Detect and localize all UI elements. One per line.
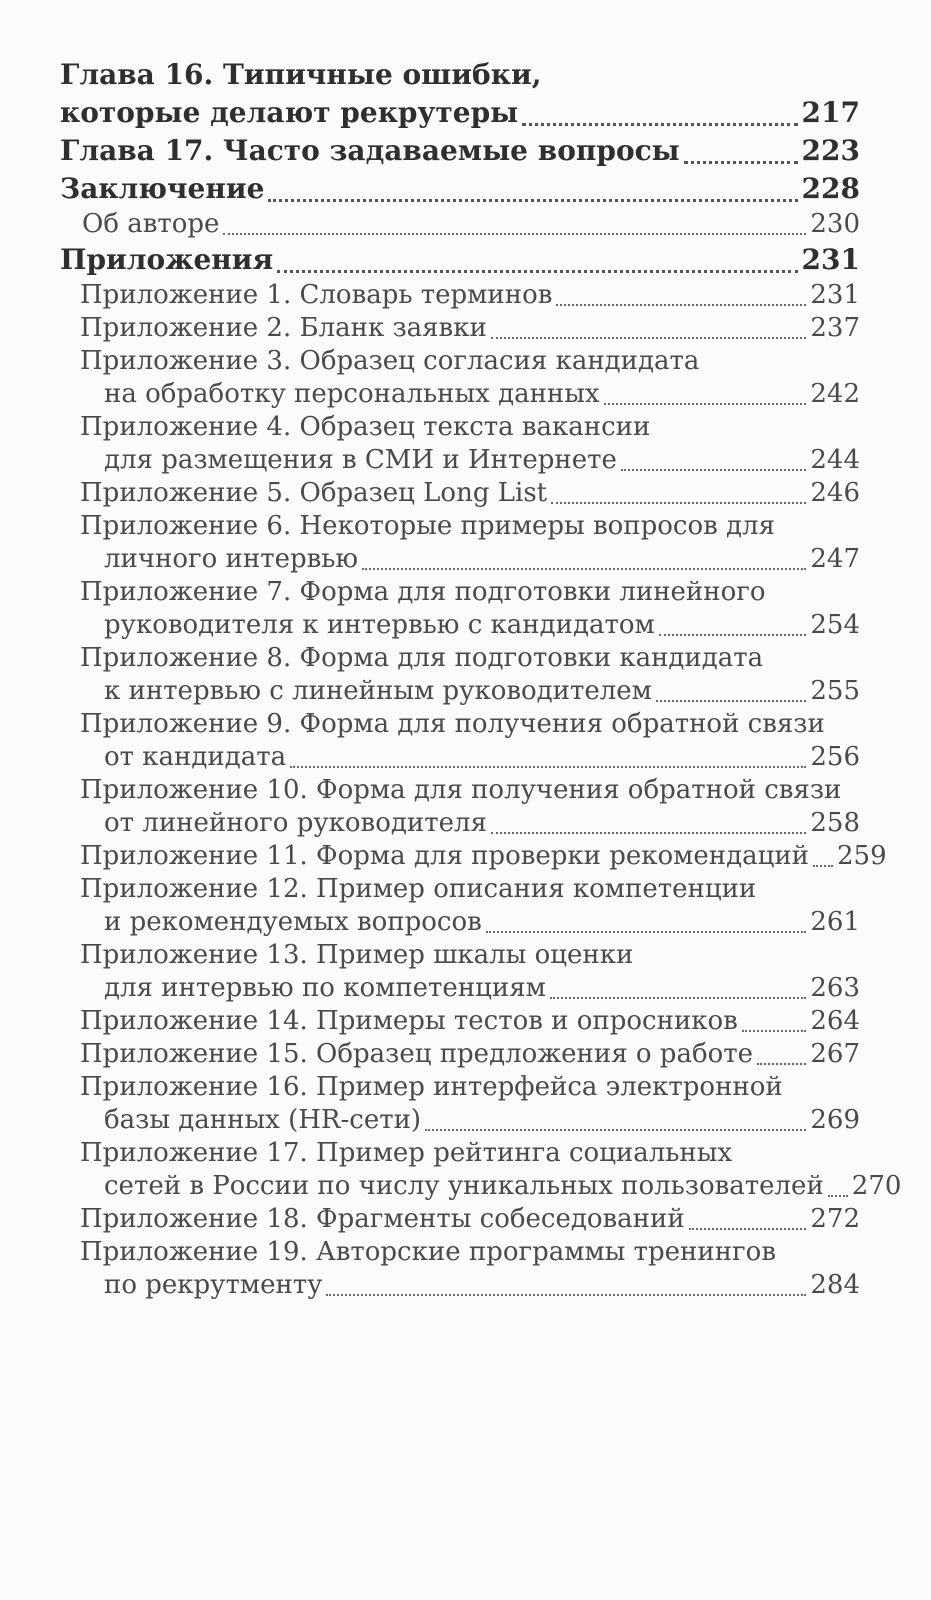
toc-entry-title-line: которые делают рекрутеры: [60, 96, 519, 129]
toc-entry-row: [80, 1170, 902, 1203]
dot-leader: [425, 1129, 806, 1131]
toc-entry: [60, 1236, 860, 1302]
toc-entry: [60, 939, 860, 1005]
toc-entry-row: [80, 477, 860, 510]
toc-entry-title-line: Приложение 16. Пример интерфейса электронной: [80, 1072, 783, 1102]
toc-page-number: 242: [810, 379, 860, 409]
toc-entry-row: [80, 1104, 860, 1137]
table-of-contents: [60, 56, 902, 1302]
dot-leader: [828, 1195, 848, 1197]
toc-entry-title-line: Приложение 1. Словарь терминов: [80, 280, 553, 310]
toc-entry-row: [80, 609, 860, 642]
toc-entry-title-line: от линейного руководителя: [104, 808, 487, 838]
dot-leader: [757, 1063, 806, 1065]
toc-entry-title-line: Приложение 12. Пример описания компетенции: [80, 874, 757, 904]
toc-entry-row: [80, 972, 860, 1005]
toc-entry-row: [80, 675, 860, 708]
toc-entry-title-line: для размещения в СМИ и Интернете: [104, 445, 617, 475]
toc-entry-row: [80, 906, 860, 939]
toc-entry-title-line: Приложение 4. Образец текста вакансии: [80, 412, 651, 442]
dot-leader: [684, 161, 798, 164]
toc-entry-title-line: Приложение 9. Форма для получения обратной связи: [80, 709, 825, 739]
toc-entry-row: [80, 807, 860, 840]
toc-page-number: 259: [837, 841, 887, 871]
toc-entry: [60, 241, 860, 279]
toc-entry-title-line: для интервью по компетенциям: [104, 973, 546, 1003]
dot-leader: [813, 865, 833, 867]
toc-entry: [60, 1038, 860, 1071]
toc-entry-title-line: Приложение 5. Образец Long List: [80, 478, 548, 508]
toc-entry-title-line: Об авторе: [82, 209, 220, 239]
toc-entry-row: [60, 132, 860, 170]
toc-entry: [60, 279, 860, 312]
toc-entry-row: [80, 312, 860, 345]
toc-entry-title-line: руководителя к интервью с кандидатом: [104, 610, 655, 640]
toc-page-number: 217: [801, 96, 860, 129]
toc-entry: [60, 576, 860, 642]
toc-page-number: 247: [810, 544, 860, 574]
toc-entry: [60, 132, 860, 170]
toc-entry-title-line: Глава 17. Часто задаваемые вопросы: [60, 134, 680, 167]
toc-page-number: 231: [801, 243, 860, 276]
toc-entry: [60, 312, 860, 345]
toc-page-number: 272: [810, 1204, 860, 1234]
dot-leader: [689, 1228, 807, 1230]
toc-entry: [60, 170, 860, 208]
dot-leader: [277, 270, 797, 273]
toc-entry-row: [80, 840, 887, 873]
toc-entry: [60, 411, 860, 477]
toc-entry: [60, 1005, 860, 1038]
toc-page-number: 261: [810, 907, 860, 937]
toc-entry-title-line: базы данных (HR-сети): [104, 1105, 422, 1135]
toc-entry-title-line: Заключение: [60, 172, 265, 205]
toc-entry-row: [80, 279, 860, 312]
toc-entry-title-line: Приложение 15. Образец предложения о работе: [80, 1039, 754, 1069]
toc-page-number: 246: [810, 478, 860, 508]
toc-entry-title-line: Приложение 8. Форма для подготовки кандидата: [80, 643, 764, 673]
toc-entry: [60, 873, 860, 939]
toc-page-number: 264: [810, 1006, 860, 1036]
toc-entry-row: [80, 543, 860, 576]
toc-entry: [60, 1137, 902, 1203]
toc-page-number: 223: [801, 134, 860, 167]
dot-leader: [604, 403, 807, 405]
toc-entry-row: [80, 1203, 860, 1236]
toc-page-number: 256: [810, 742, 860, 772]
toc-page-number: 284: [810, 1270, 860, 1300]
toc-entry-row: [60, 241, 860, 279]
toc-page-number: 237: [810, 313, 860, 343]
toc-entry-title-line: Приложения: [60, 243, 274, 276]
toc-entry-title-line: к интервью с линейным руководителем: [104, 676, 652, 706]
toc-entry-title-line: и рекомендуемых вопросов: [104, 907, 482, 937]
toc-page-number: 258: [810, 808, 860, 838]
toc-entry: [60, 510, 860, 576]
toc-entry-row: [82, 208, 860, 241]
toc-entry-title-line: Приложение 3. Образец согласия кандидата: [80, 346, 700, 376]
toc-entry-row: [80, 1269, 860, 1302]
toc-page-number: 231: [810, 280, 860, 310]
toc-entry-row: [60, 94, 860, 132]
toc-entry-row: [80, 741, 860, 774]
toc-entry: [60, 56, 860, 132]
toc-entry-title-line: Приложение 18. Фрагменты собеседований: [80, 1204, 685, 1234]
toc-entry-title-line: Приложение 17. Пример рейтинга социальных: [80, 1138, 733, 1168]
toc-entry-title-line: личного интервью: [104, 544, 359, 574]
toc-entry-row: [80, 444, 860, 477]
dot-leader: [556, 304, 806, 306]
dot-leader: [268, 199, 797, 202]
toc-entry-title-line: Приложение 13. Пример шкалы оценки: [80, 940, 634, 970]
toc-page-number: 254: [810, 610, 860, 640]
toc-page-number: 269: [810, 1105, 860, 1135]
dot-leader: [491, 832, 806, 834]
dot-leader: [223, 233, 806, 235]
toc-entry: [60, 477, 860, 510]
toc-entry-title-line: Приложение 7. Форма для подготовки линейного: [80, 577, 766, 607]
toc-entry-title-line: Приложение 6. Некоторые примеры вопросов для: [80, 511, 775, 541]
toc-entry-title-line: Приложение 11. Форма для проверки рекомендаций: [80, 841, 810, 871]
toc-entry: [60, 774, 860, 840]
toc-page-number: 230: [810, 209, 860, 239]
toc-page-number: 244: [810, 445, 860, 475]
dot-leader: [522, 123, 797, 126]
dot-leader: [551, 502, 806, 504]
toc-page-number: 267: [810, 1039, 860, 1069]
dot-leader: [326, 1294, 806, 1296]
dot-leader: [290, 766, 806, 768]
toc-entry: [60, 345, 860, 411]
toc-entry-row: [80, 1038, 860, 1071]
toc-entry: [60, 840, 887, 873]
toc-entry: [60, 1203, 860, 1236]
toc-entry-title-line: от кандидата: [104, 742, 287, 772]
dot-leader: [621, 469, 806, 471]
dot-leader: [550, 997, 807, 999]
dot-leader: [656, 700, 806, 702]
dot-leader: [486, 931, 807, 933]
toc-entry-title-line: Приложение 14. Примеры тестов и опросников: [80, 1006, 738, 1036]
dot-leader: [491, 337, 807, 339]
dot-leader: [362, 568, 806, 570]
toc-entry-title-line: на обработку персональных данных: [104, 379, 600, 409]
toc-entry: [60, 1071, 860, 1137]
toc-page-number: 255: [810, 676, 860, 706]
toc-entry-row: [80, 1005, 860, 1038]
toc-entry-title-line: сетей в России по числу уникальных пользователей: [104, 1171, 824, 1201]
toc-entry-title-line: Приложение 2. Бланк заявки: [80, 313, 487, 343]
toc-entry-title-line: по рекрутменту: [104, 1270, 323, 1300]
toc-entry: [60, 642, 860, 708]
toc-entry-title-line: Глава 16. Типичные ошибки,: [60, 58, 542, 91]
toc-page-number: 270: [851, 1171, 902, 1201]
dot-leader: [659, 634, 807, 636]
toc-page-number: 228: [801, 172, 860, 205]
toc-entry-title-line: Приложение 10. Форма для получения обратной связи: [80, 775, 842, 805]
toc-entry-row: [60, 170, 860, 208]
toc-entry-title-line: Приложение 19. Авторские программы тренингов: [80, 1237, 776, 1267]
toc-entry-row: [80, 378, 860, 411]
toc-page-number: 263: [810, 973, 860, 1003]
toc-entry: [60, 708, 860, 774]
dot-leader: [742, 1030, 807, 1032]
toc-entry: [60, 208, 860, 241]
